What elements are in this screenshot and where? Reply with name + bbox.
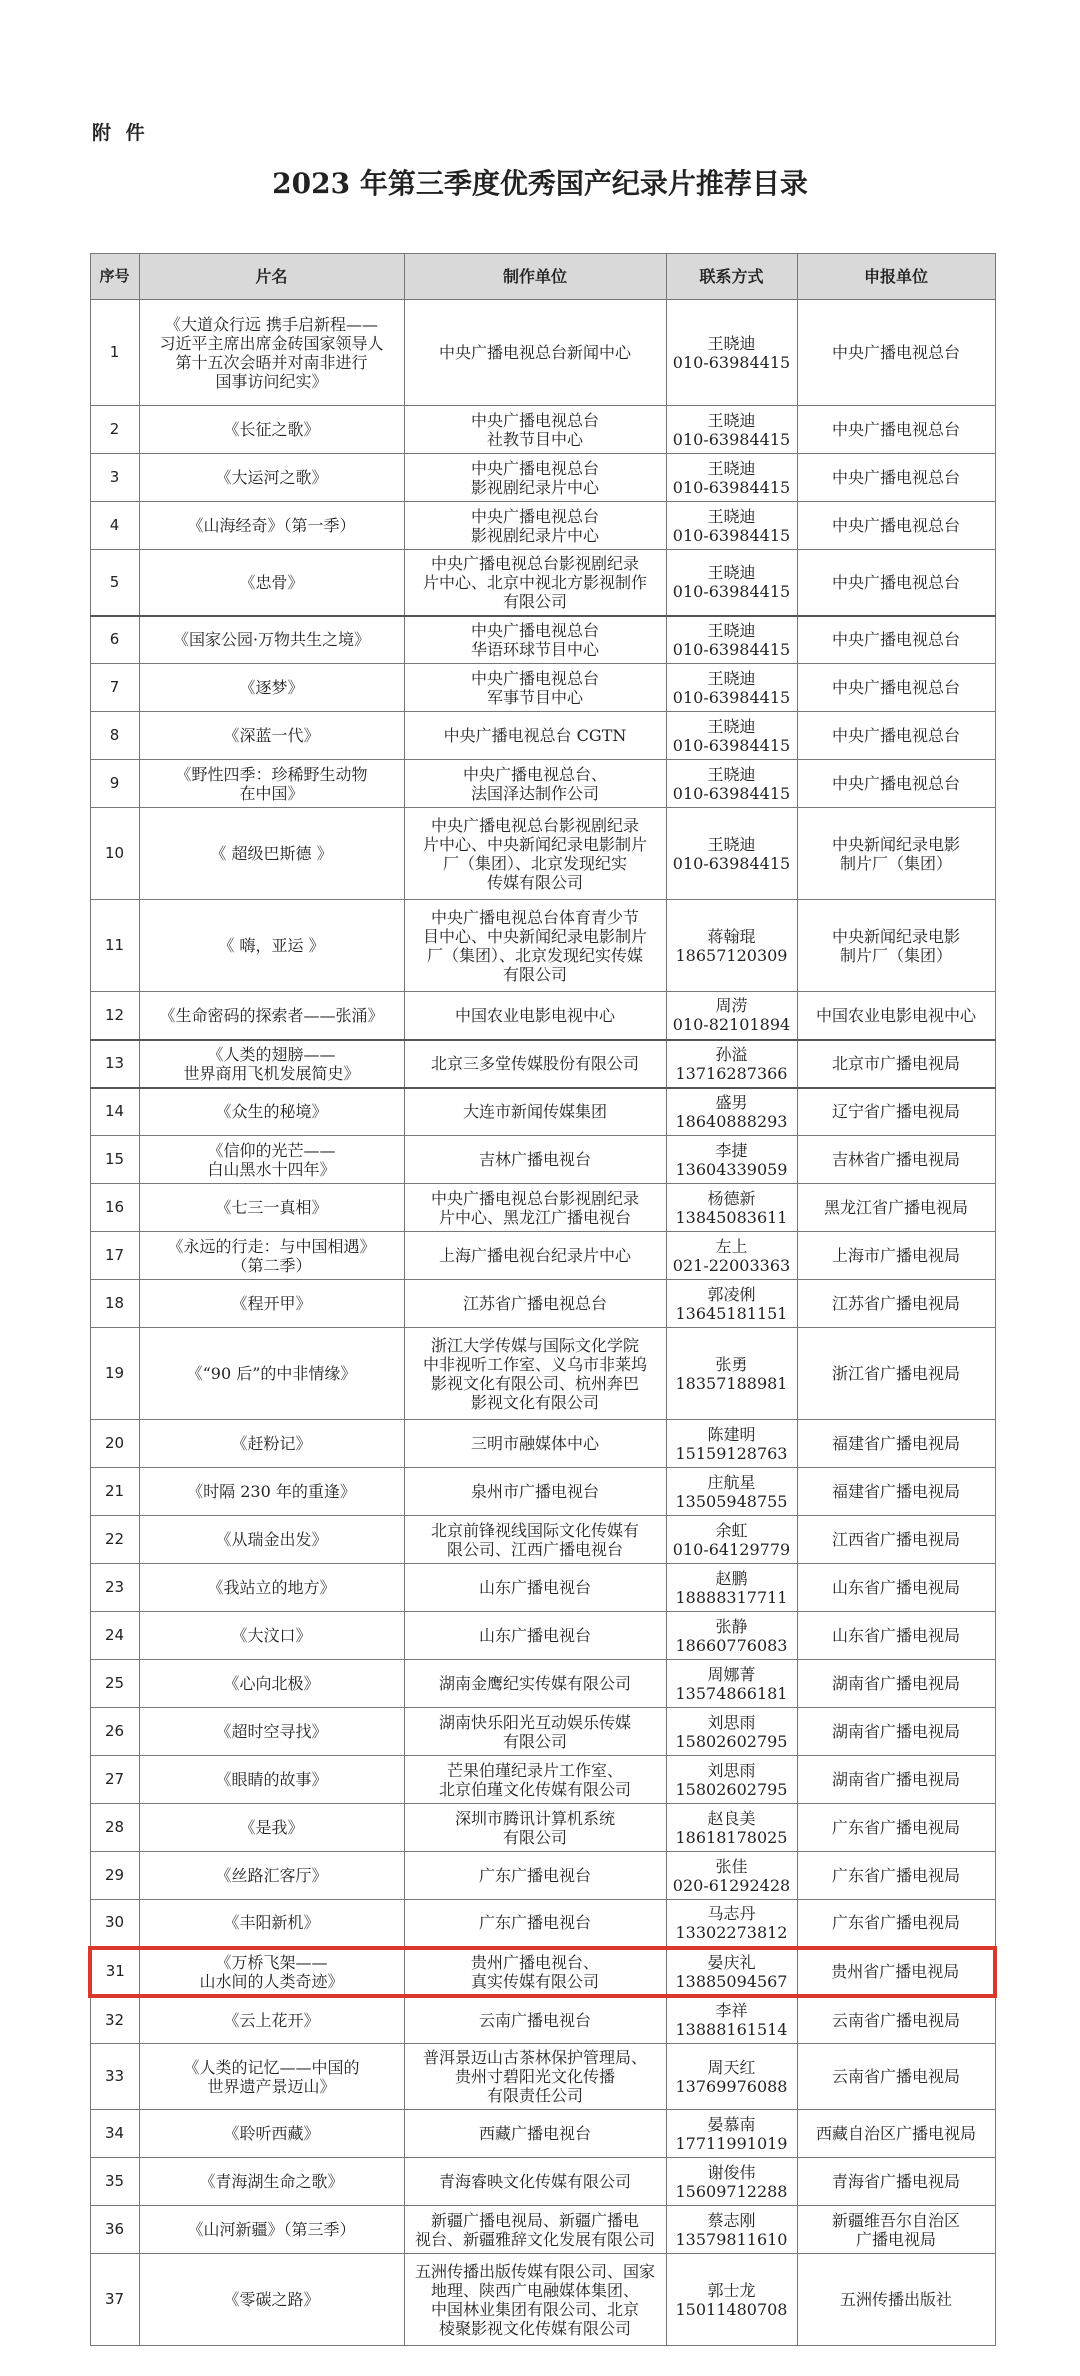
cell-title: 《程开甲》 bbox=[139, 1280, 404, 1328]
cell-index: 21 bbox=[90, 1468, 139, 1516]
cell-index: 31 bbox=[90, 1948, 139, 1996]
table-row bbox=[90, 760, 995, 808]
cell-contact: 晏庆礼 13885094567 bbox=[666, 1948, 797, 1996]
table-header-row bbox=[90, 254, 995, 300]
table-row bbox=[90, 300, 995, 406]
cell-title: 《深蓝一代》 bbox=[139, 712, 404, 760]
cell-applicant: 福建省广播电视局 bbox=[797, 1420, 995, 1468]
table-row bbox=[90, 664, 995, 712]
cell-title: 《大道众行远 携手启新程—— 习近平主席出席金砖国家领导人 第十五次会晤并对南非进行 国事访问纪实》 bbox=[139, 300, 404, 406]
cell-title: 《零碳之路》 bbox=[139, 2254, 404, 2346]
attachment-label: 附 件 bbox=[92, 122, 149, 144]
cell-title: 《丰阳新机》 bbox=[139, 1900, 404, 1948]
cell-title: 《云上花开》 bbox=[139, 1996, 404, 2044]
cell-index: 3 bbox=[90, 454, 139, 502]
cell-producer: 中央广播电视总台影视剧纪录 片中心、中央新闻纪录电影制片 厂（集团）、北京发现纪实 传媒有限公司 bbox=[404, 808, 666, 900]
cell-contact: 刘思雨 15802602795 bbox=[666, 1756, 797, 1804]
cell-producer: 北京三多堂传媒股份有限公司 bbox=[404, 1040, 666, 1088]
cell-producer: 浙江大学传媒与国际文化学院 中非视听工作室、义乌市非莱坞 影视文化有限公司、杭州奔巴 影视文化有限公司 bbox=[404, 1328, 666, 1420]
cell-applicant: 青海省广播电视局 bbox=[797, 2158, 995, 2206]
table-row bbox=[90, 992, 995, 1040]
cell-contact: 杨德新 13845083611 bbox=[666, 1184, 797, 1232]
cell-producer: 中央广播电视总台体育青少节 目中心、中央新闻纪录电影制片 厂（集团）、北京发现纪实传媒 有限公司 bbox=[404, 900, 666, 992]
cell-applicant: 福建省广播电视局 bbox=[797, 1468, 995, 1516]
cell-applicant: 中央广播电视总台 bbox=[797, 454, 995, 502]
cell-index: 17 bbox=[90, 1232, 139, 1280]
table-row bbox=[90, 1088, 995, 1136]
cell-producer: 中央广播电视总台影视剧纪录 片中心、北京中视北方影视制作 有限公司 bbox=[404, 550, 666, 616]
cell-title: 《“90 后”的中非情缘》 bbox=[139, 1328, 404, 1420]
cell-producer: 贵州广播电视台、 真实传媒有限公司 bbox=[404, 1948, 666, 1996]
cell-producer: 云南广播电视台 bbox=[404, 1996, 666, 2044]
table-row bbox=[90, 502, 995, 550]
cell-index: 30 bbox=[90, 1900, 139, 1948]
table-row bbox=[90, 1612, 995, 1660]
cell-producer: 北京前锋视线国际文化传媒有 限公司、江西广播电视台 bbox=[404, 1516, 666, 1564]
cell-producer: 三明市融媒体中心 bbox=[404, 1420, 666, 1468]
header-applicant: 申报单位 bbox=[797, 254, 995, 300]
cell-index: 27 bbox=[90, 1756, 139, 1804]
cell-title: 《山海经奇》（第一季） bbox=[139, 502, 404, 550]
cell-index: 5 bbox=[90, 550, 139, 616]
table-row bbox=[90, 1232, 995, 1280]
cell-index: 35 bbox=[90, 2158, 139, 2206]
cell-producer: 中央广播电视总台 影视剧纪录片中心 bbox=[404, 502, 666, 550]
cell-index: 14 bbox=[90, 1088, 139, 1136]
cell-producer: 中央广播电视总台、 法国泽达制作公司 bbox=[404, 760, 666, 808]
cell-title: 《丝路汇客厅》 bbox=[139, 1852, 404, 1900]
cell-applicant: 湖南省广播电视局 bbox=[797, 1660, 995, 1708]
table-body bbox=[90, 300, 995, 2346]
cell-title: 《我站立的地方》 bbox=[139, 1564, 404, 1612]
header-producer: 制作单位 bbox=[404, 254, 666, 300]
cell-contact: 周涝 010-82101894 bbox=[666, 992, 797, 1040]
table-row bbox=[90, 1852, 995, 1900]
cell-producer: 青海睿映文化传媒有限公司 bbox=[404, 2158, 666, 2206]
cell-title: 《生命密码的探索者——张涌》 bbox=[139, 992, 404, 1040]
cell-index: 16 bbox=[90, 1184, 139, 1232]
cell-applicant: 云南省广播电视局 bbox=[797, 1996, 995, 2044]
header-title: 片名 bbox=[139, 254, 404, 300]
cell-applicant: 中央新闻纪录电影 制片厂（集团） bbox=[797, 900, 995, 992]
cell-contact: 蒋翰琨 18657120309 bbox=[666, 900, 797, 992]
cell-contact: 王晓迪 010-63984415 bbox=[666, 808, 797, 900]
cell-applicant: 黑龙江省广播电视局 bbox=[797, 1184, 995, 1232]
cell-index: 33 bbox=[90, 2044, 139, 2110]
cell-title: 《长征之歌》 bbox=[139, 406, 404, 454]
cell-applicant: 山东省广播电视局 bbox=[797, 1612, 995, 1660]
table-row bbox=[90, 1136, 995, 1184]
cell-producer: 深圳市腾讯计算机系统 有限公司 bbox=[404, 1804, 666, 1852]
cell-producer: 大连市新闻传媒集团 bbox=[404, 1088, 666, 1136]
cell-index: 1 bbox=[90, 300, 139, 406]
cell-contact: 谢俊伟 15609712288 bbox=[666, 2158, 797, 2206]
table-row bbox=[90, 1516, 995, 1564]
cell-index: 25 bbox=[90, 1660, 139, 1708]
cell-index: 7 bbox=[90, 664, 139, 712]
cell-producer: 上海广播电视台纪录片中心 bbox=[404, 1232, 666, 1280]
cell-contact: 赵鹏 18888317711 bbox=[666, 1564, 797, 1612]
cell-contact: 张静 18660776083 bbox=[666, 1612, 797, 1660]
cell-producer: 中央广播电视总台 华语环球节目中心 bbox=[404, 616, 666, 664]
cell-contact: 张勇 18357188981 bbox=[666, 1328, 797, 1420]
cell-title: 《人类的记忆——中国的 世界遗产景迈山》 bbox=[139, 2044, 404, 2110]
cell-index: 32 bbox=[90, 1996, 139, 2044]
cell-index: 34 bbox=[90, 2110, 139, 2158]
table-row-highlighted bbox=[90, 1948, 995, 1996]
table-row bbox=[90, 1900, 995, 1948]
cell-contact: 李祥 13888161514 bbox=[666, 1996, 797, 2044]
cell-title: 《青海湖生命之歌》 bbox=[139, 2158, 404, 2206]
cell-applicant: 上海市广播电视局 bbox=[797, 1232, 995, 1280]
cell-producer: 普洱景迈山古茶林保护管理局、 贵州寸碧阳光文化传播 有限责任公司 bbox=[404, 2044, 666, 2110]
cell-producer: 中央广播电视总台新闻中心 bbox=[404, 300, 666, 406]
cell-contact: 刘思雨 15802602795 bbox=[666, 1708, 797, 1756]
cell-applicant: 西藏自治区广播电视局 bbox=[797, 2110, 995, 2158]
table-row bbox=[90, 900, 995, 992]
cell-producer: 中央广播电视总台 军事节目中心 bbox=[404, 664, 666, 712]
cell-applicant: 中央广播电视总台 bbox=[797, 712, 995, 760]
cell-producer: 中央广播电视总台影视剧纪录 片中心、黑龙江广播电视台 bbox=[404, 1184, 666, 1232]
cell-applicant: 中央广播电视总台 bbox=[797, 300, 995, 406]
cell-producer: 中国农业电影电视中心 bbox=[404, 992, 666, 1040]
cell-applicant: 湖南省广播电视局 bbox=[797, 1708, 995, 1756]
cell-title: 《从瑞金出发》 bbox=[139, 1516, 404, 1564]
header-contact: 联系方式 bbox=[666, 254, 797, 300]
cell-contact: 王晓迪 010-63984415 bbox=[666, 712, 797, 760]
cell-contact: 余虹 010-64129779 bbox=[666, 1516, 797, 1564]
cell-contact: 王晓迪 010-63984415 bbox=[666, 454, 797, 502]
cell-producer: 新疆广播电视局、新疆广播电 视台、新疆雅辞文化发展有限公司 bbox=[404, 2206, 666, 2254]
cell-applicant: 广东省广播电视局 bbox=[797, 1900, 995, 1948]
table-row bbox=[90, 406, 995, 454]
cell-contact: 蔡志刚 13579811610 bbox=[666, 2206, 797, 2254]
cell-index: 8 bbox=[90, 712, 139, 760]
table-row bbox=[90, 1280, 995, 1328]
cell-applicant: 中央广播电视总台 bbox=[797, 550, 995, 616]
cell-contact: 左上 021-22003363 bbox=[666, 1232, 797, 1280]
cell-title: 《信仰的光芒—— 白山黑水十四年》 bbox=[139, 1136, 404, 1184]
cell-title: 《永远的行走：与中国相遇》 （第二季） bbox=[139, 1232, 404, 1280]
cell-producer: 芒果伯瑾纪录片工作室、 北京伯瑾文化传媒有限公司 bbox=[404, 1756, 666, 1804]
cell-title: 《七三一真相》 bbox=[139, 1184, 404, 1232]
cell-title: 《众生的秘境》 bbox=[139, 1088, 404, 1136]
cell-index: 26 bbox=[90, 1708, 139, 1756]
cell-title: 《逐梦》 bbox=[139, 664, 404, 712]
table-row bbox=[90, 1184, 995, 1232]
cell-index: 13 bbox=[90, 1040, 139, 1088]
cell-applicant: 新疆维吾尔自治区 广播电视局 bbox=[797, 2206, 995, 2254]
cell-applicant: 辽宁省广播电视局 bbox=[797, 1088, 995, 1136]
cell-applicant: 云南省广播电视局 bbox=[797, 2044, 995, 2110]
table-row bbox=[90, 2044, 995, 2110]
cell-producer: 湖南金鹰纪实传媒有限公司 bbox=[404, 1660, 666, 1708]
cell-contact: 庄航星 13505948755 bbox=[666, 1468, 797, 1516]
table-row bbox=[90, 1660, 995, 1708]
cell-contact: 马志丹 13302273812 bbox=[666, 1900, 797, 1948]
cell-contact: 陈建明 15159128763 bbox=[666, 1420, 797, 1468]
cell-title: 《是我》 bbox=[139, 1804, 404, 1852]
cell-contact: 孙溢 13716287366 bbox=[666, 1040, 797, 1088]
table-row bbox=[90, 2206, 995, 2254]
cell-applicant: 北京市广播电视局 bbox=[797, 1040, 995, 1088]
cell-contact: 王晓迪 010-63984415 bbox=[666, 664, 797, 712]
cell-title: 《万桥飞架—— 山水间的人类奇迹》 bbox=[139, 1948, 404, 1996]
cell-index: 18 bbox=[90, 1280, 139, 1328]
cell-applicant: 五洲传播出版社 bbox=[797, 2254, 995, 2346]
cell-contact: 王晓迪 010-63984415 bbox=[666, 550, 797, 616]
cell-contact: 郭凌俐 13645181151 bbox=[666, 1280, 797, 1328]
cell-title: 《人类的翅膀—— 世界商用飞机发展简史》 bbox=[139, 1040, 404, 1088]
cell-title: 《国家公园·万物共生之境》 bbox=[139, 616, 404, 664]
cell-index: 2 bbox=[90, 406, 139, 454]
table-row bbox=[90, 1564, 995, 1612]
cell-producer: 江苏省广播电视总台 bbox=[404, 1280, 666, 1328]
cell-title: 《野性四季：珍稀野生动物 在中国》 bbox=[139, 760, 404, 808]
table-row bbox=[90, 1804, 995, 1852]
cell-contact: 赵良美 18618178025 bbox=[666, 1804, 797, 1852]
cell-producer: 广东广播电视台 bbox=[404, 1900, 666, 1948]
cell-applicant: 中央新闻纪录电影 制片厂（集团） bbox=[797, 808, 995, 900]
table-row bbox=[90, 616, 995, 664]
cell-producer: 山东广播电视台 bbox=[404, 1564, 666, 1612]
cell-contact: 李捷 13604339059 bbox=[666, 1136, 797, 1184]
cell-index: 4 bbox=[90, 502, 139, 550]
cell-index: 6 bbox=[90, 616, 139, 664]
cell-index: 28 bbox=[90, 1804, 139, 1852]
cell-title: 《大运河之歌》 bbox=[139, 454, 404, 502]
cell-applicant: 浙江省广播电视局 bbox=[797, 1328, 995, 1420]
cell-contact: 王晓迪 010-63984415 bbox=[666, 406, 797, 454]
cell-index: 29 bbox=[90, 1852, 139, 1900]
cell-contact: 王晓迪 010-63984415 bbox=[666, 300, 797, 406]
cell-index: 10 bbox=[90, 808, 139, 900]
cell-index: 22 bbox=[90, 1516, 139, 1564]
cell-title: 《 超级巴斯德 》 bbox=[139, 808, 404, 900]
cell-applicant: 江西省广播电视局 bbox=[797, 1516, 995, 1564]
cell-title: 《心向北极》 bbox=[139, 1660, 404, 1708]
cell-applicant: 中央广播电视总台 bbox=[797, 406, 995, 454]
cell-title: 《聆听西藏》 bbox=[139, 2110, 404, 2158]
table-row bbox=[90, 1996, 995, 2044]
cell-index: 36 bbox=[90, 2206, 139, 2254]
table-row bbox=[90, 454, 995, 502]
cell-producer: 湖南快乐阳光互动娱乐传媒 有限公司 bbox=[404, 1708, 666, 1756]
table-row bbox=[90, 1328, 995, 1420]
cell-contact: 盛男 18640888293 bbox=[666, 1088, 797, 1136]
cell-title: 《时隔 230 年的重逢》 bbox=[139, 1468, 404, 1516]
cell-title: 《山河新疆》（第三季） bbox=[139, 2206, 404, 2254]
cell-producer: 吉林广播电视台 bbox=[404, 1136, 666, 1184]
cell-applicant: 中国农业电影电视中心 bbox=[797, 992, 995, 1040]
table-row bbox=[90, 1708, 995, 1756]
table-row bbox=[90, 2110, 995, 2158]
cell-contact: 周娜菁 13574866181 bbox=[666, 1660, 797, 1708]
cell-producer: 中央广播电视总台 影视剧纪录片中心 bbox=[404, 454, 666, 502]
header-index: 序号 bbox=[90, 254, 139, 300]
table-row bbox=[90, 2254, 995, 2346]
table-row bbox=[90, 808, 995, 900]
table-row bbox=[90, 1468, 995, 1516]
cell-producer: 五洲传播出版传媒有限公司、国家 地理、陕西广电融媒体集团、 中国林业集团有限公司、北京 棱聚影视文化传媒有限公司 bbox=[404, 2254, 666, 2346]
cell-title: 《 嗨，亚运 》 bbox=[139, 900, 404, 992]
cell-title: 《眼睛的故事》 bbox=[139, 1756, 404, 1804]
cell-applicant: 广东省广播电视局 bbox=[797, 1804, 995, 1852]
cell-applicant: 江苏省广播电视局 bbox=[797, 1280, 995, 1328]
cell-contact: 王晓迪 010-63984415 bbox=[666, 760, 797, 808]
cell-applicant: 贵州省广播电视局 bbox=[797, 1948, 995, 1996]
cell-contact: 周天红 13769976088 bbox=[666, 2044, 797, 2110]
cell-index: 12 bbox=[90, 992, 139, 1040]
cell-index: 20 bbox=[90, 1420, 139, 1468]
cell-producer: 广东广播电视台 bbox=[404, 1852, 666, 1900]
cell-index: 15 bbox=[90, 1136, 139, 1184]
cell-applicant: 山东省广播电视局 bbox=[797, 1564, 995, 1612]
cell-index: 9 bbox=[90, 760, 139, 808]
documentary-list-table bbox=[88, 253, 997, 2346]
table-row bbox=[90, 1756, 995, 1804]
cell-title: 《忠骨》 bbox=[139, 550, 404, 616]
cell-title: 《超时空寻找》 bbox=[139, 1708, 404, 1756]
cell-index: 23 bbox=[90, 1564, 139, 1612]
table-row bbox=[90, 550, 995, 616]
table-row bbox=[90, 1420, 995, 1468]
cell-index: 37 bbox=[90, 2254, 139, 2346]
cell-contact: 王晓迪 010-63984415 bbox=[666, 616, 797, 664]
cell-title: 《赶粉记》 bbox=[139, 1420, 404, 1468]
cell-contact: 王晓迪 010-63984415 bbox=[666, 502, 797, 550]
cell-applicant: 湖南省广播电视局 bbox=[797, 1756, 995, 1804]
cell-applicant: 中央广播电视总台 bbox=[797, 664, 995, 712]
table-row bbox=[90, 2158, 995, 2206]
page-title: 2023 年第三季度优秀国产纪录片推荐目录 bbox=[272, 167, 808, 200]
cell-contact: 晏慕南 17711991019 bbox=[666, 2110, 797, 2158]
cell-index: 24 bbox=[90, 1612, 139, 1660]
cell-index: 11 bbox=[90, 900, 139, 992]
cell-producer: 中央广播电视总台 社教节目中心 bbox=[404, 406, 666, 454]
cell-producer: 西藏广播电视台 bbox=[404, 2110, 666, 2158]
cell-applicant: 广东省广播电视局 bbox=[797, 1852, 995, 1900]
cell-producer: 中央广播电视总台 CGTN bbox=[404, 712, 666, 760]
table-row bbox=[90, 712, 995, 760]
cell-applicant: 中央广播电视总台 bbox=[797, 760, 995, 808]
table-row bbox=[90, 1040, 995, 1088]
cell-index: 19 bbox=[90, 1328, 139, 1420]
cell-producer: 泉州市广播电视台 bbox=[404, 1468, 666, 1516]
cell-applicant: 吉林省广播电视局 bbox=[797, 1136, 995, 1184]
cell-contact: 郭士龙 15011480708 bbox=[666, 2254, 797, 2346]
cell-applicant: 中央广播电视总台 bbox=[797, 616, 995, 664]
cell-producer: 山东广播电视台 bbox=[404, 1612, 666, 1660]
cell-contact: 张佳 020-61292428 bbox=[666, 1852, 797, 1900]
cell-title: 《大汶口》 bbox=[139, 1612, 404, 1660]
cell-applicant: 中央广播电视总台 bbox=[797, 502, 995, 550]
